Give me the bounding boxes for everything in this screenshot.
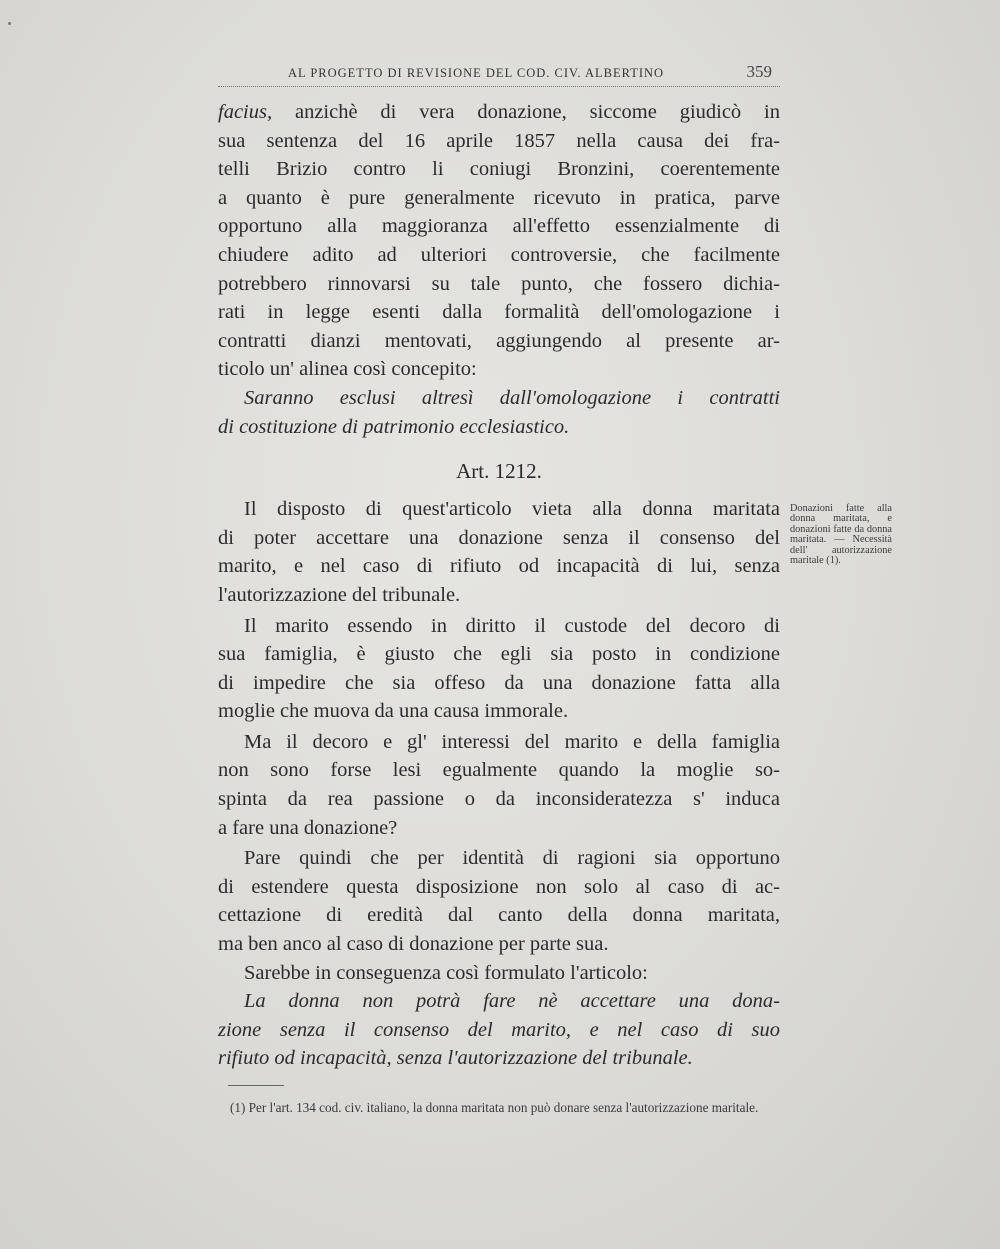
proposed-alinea-line: Saranno esclusi altresì dall'omologazione i contratti bbox=[244, 386, 780, 409]
text-line: sua sentenza del 16 aprile 1857 nella causa dei fra- bbox=[218, 129, 780, 152]
text-line: a fare una donazione? bbox=[218, 816, 398, 839]
text-line: contratti dianzi mentovati, aggiungendo al presente ar- bbox=[218, 329, 780, 352]
footnote-rule bbox=[228, 1085, 284, 1086]
text-line: cettazione di eredità dal canto della donna maritata, bbox=[218, 904, 780, 927]
paragraph bbox=[218, 495, 780, 609]
page-number: 359 bbox=[746, 62, 772, 81]
paragraph bbox=[218, 728, 780, 842]
footnote: (1) Per l'art. 134 cod. civ. italiano, la donna maritata non può donare senza l'autorizzazione maritale. bbox=[230, 1100, 759, 1115]
text-line: ma ben anco al caso di donazione per parte sua. bbox=[218, 933, 609, 956]
text-line: marito, e nel caso di rifiuto od incapacità di lui, senza bbox=[218, 555, 780, 578]
text-line: di impedire che sia offeso da una donazione fatta alla bbox=[218, 671, 780, 694]
running-title: AL PROGETTO DI REVISIONE DEL COD. CIV. ALBERTINO bbox=[288, 66, 665, 80]
text-line: Pare quindi che per identità di ragioni sia opportuno bbox=[244, 847, 780, 870]
text-line: a quanto è pure generalmente ricevuto in pratica, parve bbox=[218, 186, 780, 209]
main-text bbox=[218, 98, 780, 1073]
text-line: Il disposto di quest'articolo vieta alla donna maritata bbox=[244, 498, 780, 521]
text-line: moglie che muova da una causa immorale. bbox=[218, 700, 569, 723]
text-line: potrebbero rinnovarsi su tale punto, che fossero dichia- bbox=[218, 272, 780, 295]
text-line: Sarebbe in conseguenza così formulato l'articolo: bbox=[244, 961, 648, 984]
text-line: di estendere questa disposizione non solo al caso di ac- bbox=[218, 875, 780, 898]
proposed-article-line: zione senza il consenso del marito, e nel caso di suo bbox=[218, 1018, 780, 1041]
page-header bbox=[218, 62, 780, 87]
text-line: rati in legge esenti dalla formalità dell'omologazione i bbox=[218, 301, 780, 324]
line-rest: anzichè di vera donazione, siccome giudicò in bbox=[272, 101, 780, 123]
text-line bbox=[218, 98, 780, 127]
text-line: di poter accettare una donazione senza il consenso del bbox=[218, 526, 780, 549]
paragraph bbox=[218, 844, 780, 958]
text-line: opportuno alla maggioranza all'effetto essenzialmente di bbox=[218, 215, 780, 238]
margin-note: Donazioni fatte alla donna maritata, e donazioni fatte da donna maritata. — Necessità dell' autorizzazione maritale (1). bbox=[790, 503, 892, 567]
text-line: Ma il decoro e gl' interessi del marito e della famiglia bbox=[244, 730, 780, 753]
text-line: chiudere adito ad ulteriori controversie, che facilmente bbox=[218, 243, 780, 266]
paragraph bbox=[218, 612, 780, 726]
text-line: spinta da rea passione o da inconsideratezza s' induca bbox=[218, 788, 780, 811]
text-line: ticolo un' alinea così concepito: bbox=[218, 358, 477, 381]
scan-speck bbox=[8, 22, 11, 25]
text-line: l'autorizzazione del tribunale. bbox=[218, 583, 461, 606]
proposed-article-line: La donna non potrà fare nè accettare una dona- bbox=[244, 990, 780, 1013]
proposed-article-line: rifiuto od incapacità, senza l'autorizzazione del tribunale. bbox=[218, 1047, 693, 1070]
paragraph bbox=[218, 959, 780, 988]
text-line: sua famiglia, è giusto che egli sia posto in condizione bbox=[218, 643, 780, 666]
italic-word: facius, bbox=[218, 101, 273, 123]
proposed-alinea-line: di costituzione di patrimonio ecclesiastico. bbox=[218, 415, 570, 438]
article-title: Art. 1212. bbox=[456, 459, 542, 484]
text-line: telli Brizio contro li coniugi Bronzini, coerentemente bbox=[218, 158, 780, 181]
text-line: Il marito essendo in diritto il custode del decoro di bbox=[244, 614, 780, 637]
text-line: non sono forse lesi egualmente quando la moglie so- bbox=[218, 759, 780, 782]
